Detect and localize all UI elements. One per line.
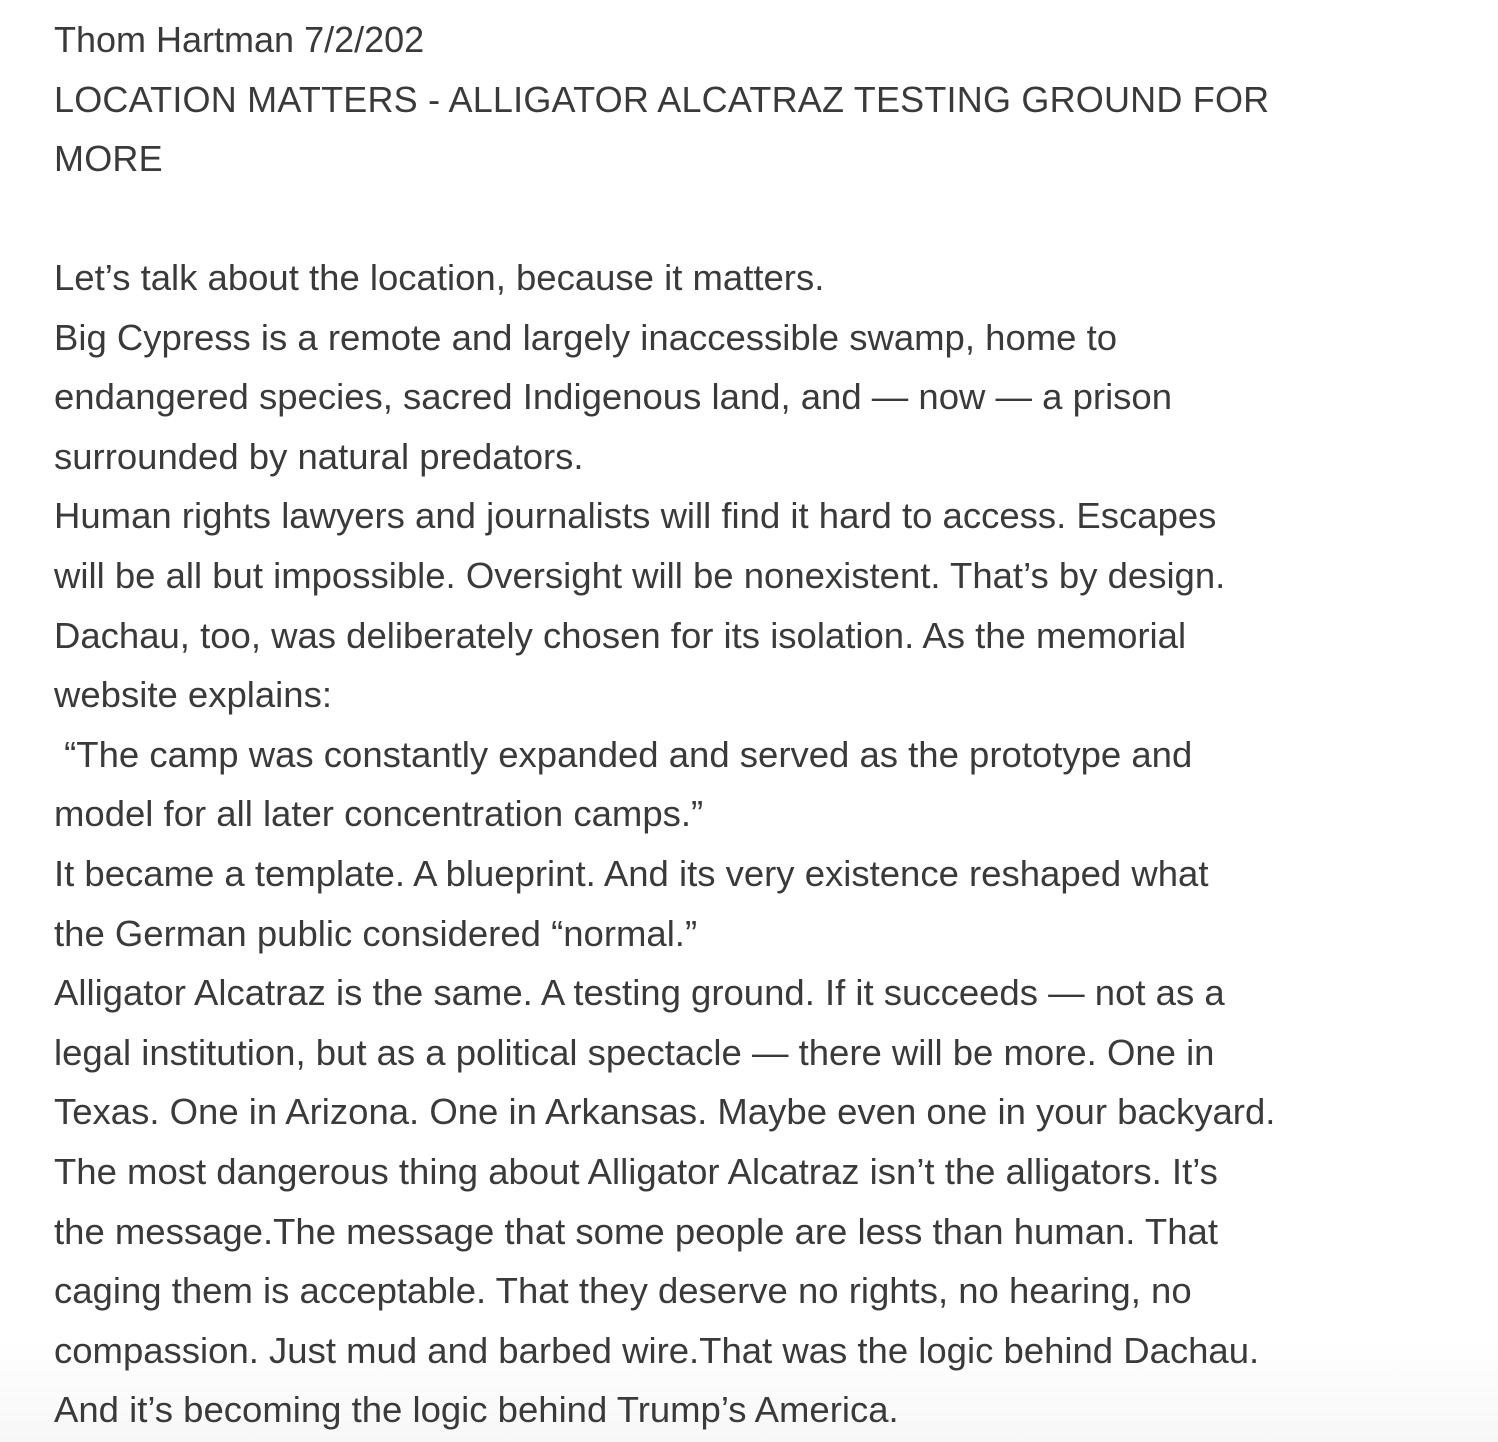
body-line: Texas. One in Arizona. One in Arkansas. Maybe even one in your backyard. [54,1091,1276,1133]
body-line: The most dangerous thing about Alligator Alcatraz isn’t the alligators. It’s [54,1150,1218,1192]
body-line: It became a template. A blueprint. And its very existence reshaped what [54,852,1209,894]
blank-line [54,189,1458,249]
body-line: caging them is acceptable. That they deserve no rights, no hearing, no [54,1270,1192,1312]
body-line: compassion. Just mud and barbed wire.That was the logic behind Dachau. [54,1329,1260,1371]
body-line: endangered species, sacred Indigenous land, and — now — a prison [54,376,1173,418]
body-line: the message.The message that some people are less than human. That [54,1210,1218,1252]
quote-line: model for all later concentration camps.” [54,793,704,835]
body-line: Let’s talk about the location, because it matters. [54,257,825,298]
body-line: Human rights lawyers and journalists will find it hard to access. Escapes [54,495,1217,537]
title-line: MORE [54,138,163,179]
body-line: the German public considered “normal.” [54,912,698,954]
note-body [54,248,1458,1440]
body-line: website explains: [54,674,332,716]
quote-line: “The camp was constantly expanded and served as the prototype and [54,733,1193,775]
body-line: And it’s becoming the logic behind Trump’s America. [54,1389,899,1431]
body-line: will be all but impossible. Oversight will be nonexistent. That’s by design. [54,554,1226,596]
note-title [54,70,1458,189]
body-line: Dachau, too, was deliberately chosen for its isolation. As the memorial [54,614,1187,656]
body-line: surrounded by natural predators. [54,435,584,477]
body-line: legal institution, but as a political spectacle — there will be more. One in [54,1031,1215,1073]
body-line: Alligator Alcatraz is the same. A testing ground. If it succeeds — not as a [54,972,1225,1014]
body-line: Big Cypress is a remote and largely inaccessible swamp, home to [54,316,1118,358]
byline: Thom Hartman 7/2/202 [54,19,425,60]
title-line: LOCATION MATTERS - ALLIGATOR ALCATRAZ TESTING GROUND FOR [54,78,1270,120]
